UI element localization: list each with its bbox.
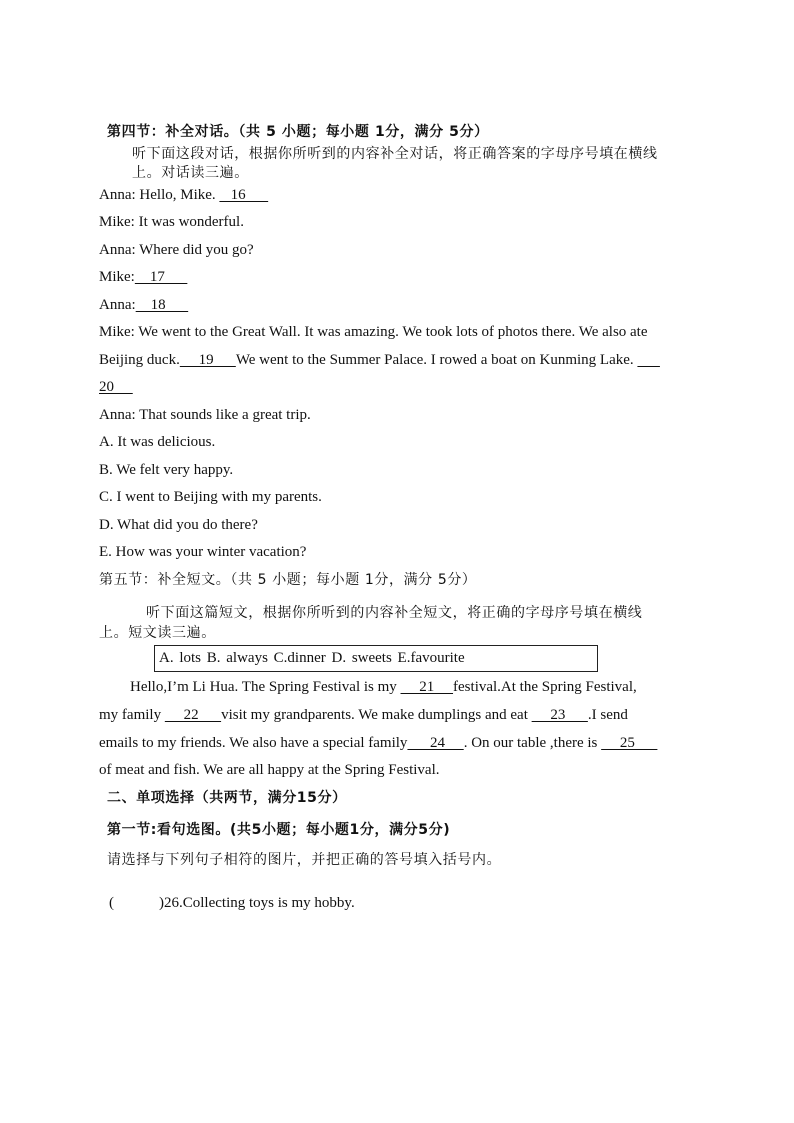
dialogue-line-9: Anna: That sounds like a great trip. bbox=[99, 407, 311, 423]
dialogue-line-6: Mike: We went to the Great Wall. It was amazing. We took lots of photos there. We also ate bbox=[99, 324, 648, 340]
dialogue-text: Anna: Hello, Mike. bbox=[99, 187, 220, 203]
dialogue-line-8 bbox=[99, 378, 133, 396]
dialogue-line-5 bbox=[99, 296, 188, 314]
section4-instruction-1: 听下面这段对话，根据你所听到的内容补全对话，将正确答案的字母序号填在横线 bbox=[132, 146, 658, 162]
dialogue-text: Beijing duck. bbox=[99, 352, 180, 368]
passage-line-3 bbox=[99, 734, 657, 752]
dialogue-text: We went to the Summer Palace. I rowed a boat on Kunming Lake. bbox=[235, 352, 638, 368]
word-options: A. lots B. always C.dinner D. sweets E.favourite bbox=[159, 650, 465, 666]
blank-17[interactable]: 17 bbox=[134, 269, 188, 285]
blank-22[interactable]: 22 bbox=[164, 707, 222, 723]
passage-text: Hello,I’m Li Hua. The Spring Festival is my bbox=[130, 679, 401, 695]
question-26 bbox=[109, 894, 355, 912]
passage-line-1 bbox=[130, 678, 637, 696]
blank-16[interactable]: 16 bbox=[219, 187, 269, 203]
part2-title: 二、单项选择（共两节，满分15分） bbox=[107, 790, 347, 806]
blank-18[interactable]: 18 bbox=[135, 297, 189, 313]
passage-text: emails to my friends. We also have a special family bbox=[99, 735, 408, 751]
passage-text: . On our table ,there is bbox=[463, 735, 602, 751]
blank-19[interactable]: 19 bbox=[179, 352, 236, 368]
section5-instruction-2: 上。短文读三遍。 bbox=[99, 625, 216, 641]
dialogue-line-3: Anna: Where did you go? bbox=[99, 242, 254, 258]
dialogue-line-7 bbox=[99, 351, 660, 369]
blank-25[interactable]: 25 bbox=[601, 735, 658, 751]
dialogue-line-1 bbox=[99, 186, 268, 204]
option-b: B. We felt very happy. bbox=[99, 462, 234, 478]
blank-20[interactable]: 20 bbox=[99, 379, 133, 395]
option-c: C. I went to Beijing with my parents. bbox=[99, 489, 322, 505]
passage-text: my family bbox=[99, 707, 165, 723]
answer-parentheses[interactable]: ( ) bbox=[109, 895, 164, 911]
section4-instruction-2: 上。对话读三遍。 bbox=[132, 165, 249, 181]
passage-text: .I send bbox=[587, 707, 628, 723]
passage-text: visit my grandparents. We make dumplings and eat bbox=[221, 707, 532, 723]
passage-line-2 bbox=[99, 706, 628, 724]
option-d: D. What did you do there? bbox=[99, 517, 258, 533]
part2-instruction: 请选择与下列句子相符的图片，并把正确的答号填入括号内。 bbox=[107, 852, 502, 868]
passage-line-4: of meat and fish. We are all happy at the Spring Festival. bbox=[99, 762, 440, 778]
blank-21[interactable]: 21 bbox=[400, 679, 454, 695]
section4-title: 第四节：补全对话。（共 5 小题；每小题 1分，满分 5分） bbox=[107, 124, 489, 140]
option-e: E. How was your winter vacation? bbox=[99, 544, 307, 560]
section5-title: 第五节：补全短文。（共 5 小题；每小题 1分，满分 5分） bbox=[99, 572, 477, 588]
dialogue-line-2: Mike: It was wonderful. bbox=[99, 214, 244, 230]
blank-24[interactable]: 24 bbox=[407, 735, 464, 751]
section5-instruction-1: 听下面这篇短文，根据你所听到的内容补全短文，将正确的字母序号填在横线 bbox=[146, 605, 643, 621]
blank-20-start[interactable] bbox=[637, 352, 660, 368]
dialogue-text: Mike: bbox=[99, 269, 135, 285]
passage-text: festival.At the Spring Festival, bbox=[453, 679, 637, 695]
dialogue-text: Anna: bbox=[99, 297, 136, 313]
dialogue-line-4 bbox=[99, 268, 187, 286]
option-a: A. It was delicious. bbox=[99, 434, 216, 450]
word-options-box bbox=[154, 645, 598, 672]
blank-23[interactable]: 23 bbox=[531, 707, 588, 723]
part2-subsection-title: 第一节:看句选图。(共5小题；每小题1分，满分5分) bbox=[107, 822, 451, 838]
question-26-text: 26.Collecting toys is my hobby. bbox=[164, 895, 355, 911]
